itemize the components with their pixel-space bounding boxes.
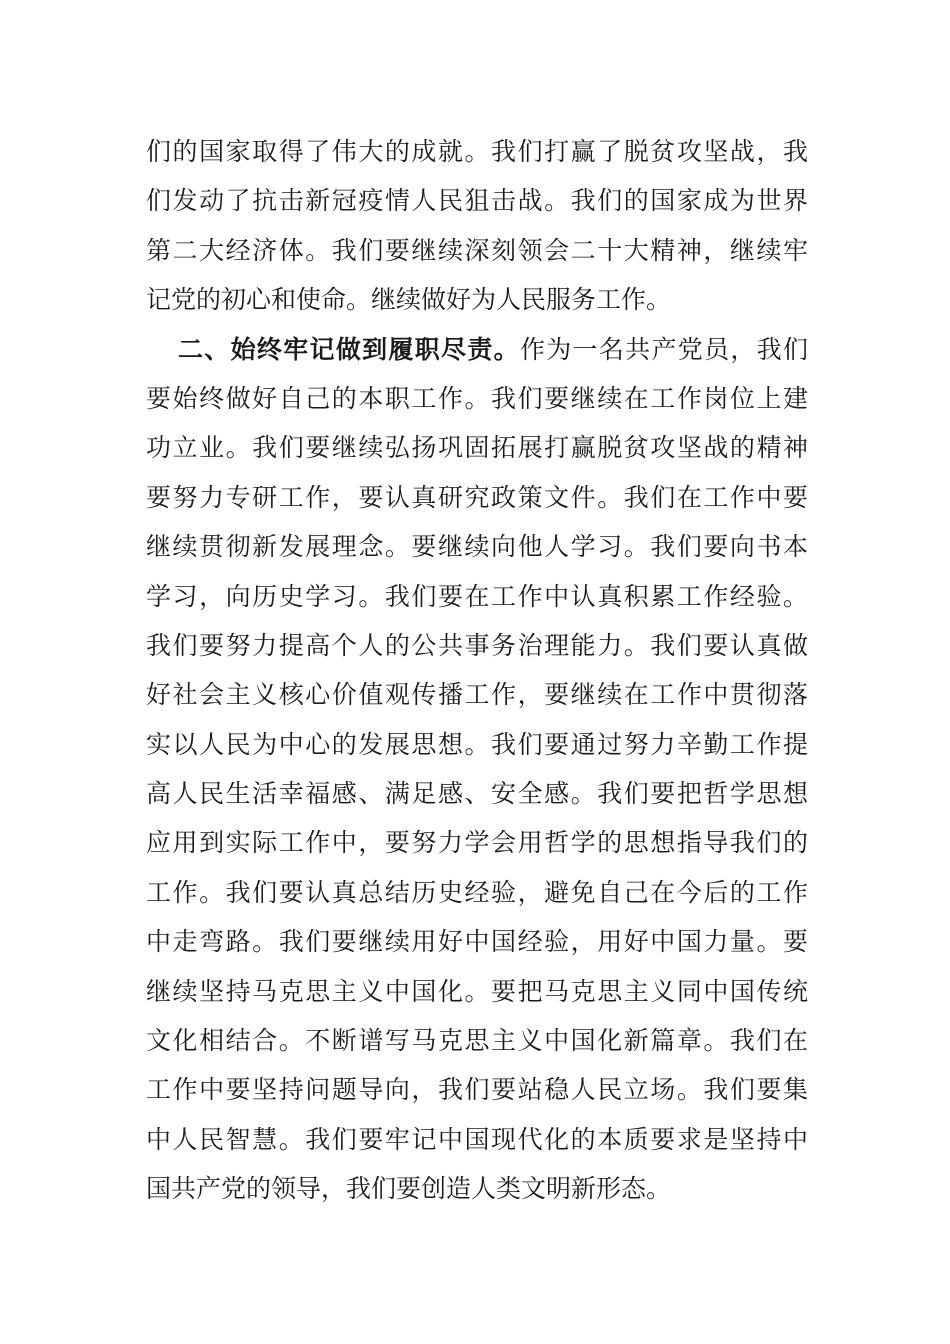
text-line: 中人民智慧。我们要牢记中国现代化的本质要求是坚持中 bbox=[146, 1124, 808, 1154]
paragraph-2 bbox=[146, 325, 808, 1214]
section-heading: 二、始终牢记做到履职尽责。 bbox=[178, 334, 520, 364]
text-line: 工作。我们要认真总结历史经验，避免自己在今后的工作 bbox=[146, 877, 808, 907]
paragraph-1 bbox=[146, 127, 808, 325]
text-line: 继续坚持马克思主义中国化。要把马克思主义同中国传统 bbox=[146, 976, 808, 1006]
text-line: 们发动了抗击新冠疫情人民狙击战。我们的国家成为世界 bbox=[146, 186, 808, 216]
text-line: 要努力专研工作，要认真研究政策文件。我们在工作中要 bbox=[146, 482, 808, 512]
text-line: 第二大经济体。我们要继续深刻领会二十大精神，继续牢 bbox=[146, 235, 808, 265]
text-line: 高人民生活幸福感、满足感、安全感。我们要把哲学思想 bbox=[146, 779, 808, 809]
section-heading-line bbox=[146, 325, 808, 374]
text-line: 记党的初心和使命。继续做好为人民服务工作。 bbox=[146, 285, 672, 315]
text-line: 中走弯路。我们要继续用好中国经验，用好中国力量。要 bbox=[146, 927, 808, 957]
text-line: 文化相结合。不断谱写马克思主义中国化新篇章。我们在 bbox=[146, 1026, 808, 1056]
text-line: 好社会主义核心价值观传播工作，要继续在工作中贯彻落 bbox=[146, 680, 808, 710]
text-line: 国共产党的领导，我们要创造人类文明新形态。 bbox=[146, 1174, 672, 1204]
text-line: 工作中要坚持问题导向，我们要站稳人民立场。我们要集 bbox=[146, 1075, 808, 1105]
text-line: 实以人民为中心的发展思想。我们要通过努力辛勤工作提 bbox=[146, 729, 808, 759]
text-line: 应用到实际工作中，要努力学会用哲学的思想指导我们的 bbox=[146, 828, 808, 858]
text-span: 作为一名共产党员，我们 bbox=[519, 334, 808, 364]
text-line: 继续贯彻新发展理念。要继续向他人学习。我们要向书本 bbox=[146, 532, 808, 562]
text-line: 学习，向历史学习。我们要在工作中认真积累工作经验。 bbox=[146, 581, 808, 611]
text-line: 我们要努力提高个人的公共事务治理能力。我们要认真做 bbox=[146, 630, 808, 660]
text-line: 们的国家取得了伟大的成就。我们打赢了脱贫攻坚战，我 bbox=[146, 137, 808, 166]
text-line: 要始终做好自己的本职工作。我们要继续在工作岗位上建 bbox=[146, 383, 808, 413]
text-line: 功立业。我们要继续弘扬巩固拓展打赢脱贫攻坚战的精神 bbox=[146, 433, 808, 463]
document-body bbox=[146, 127, 808, 1214]
